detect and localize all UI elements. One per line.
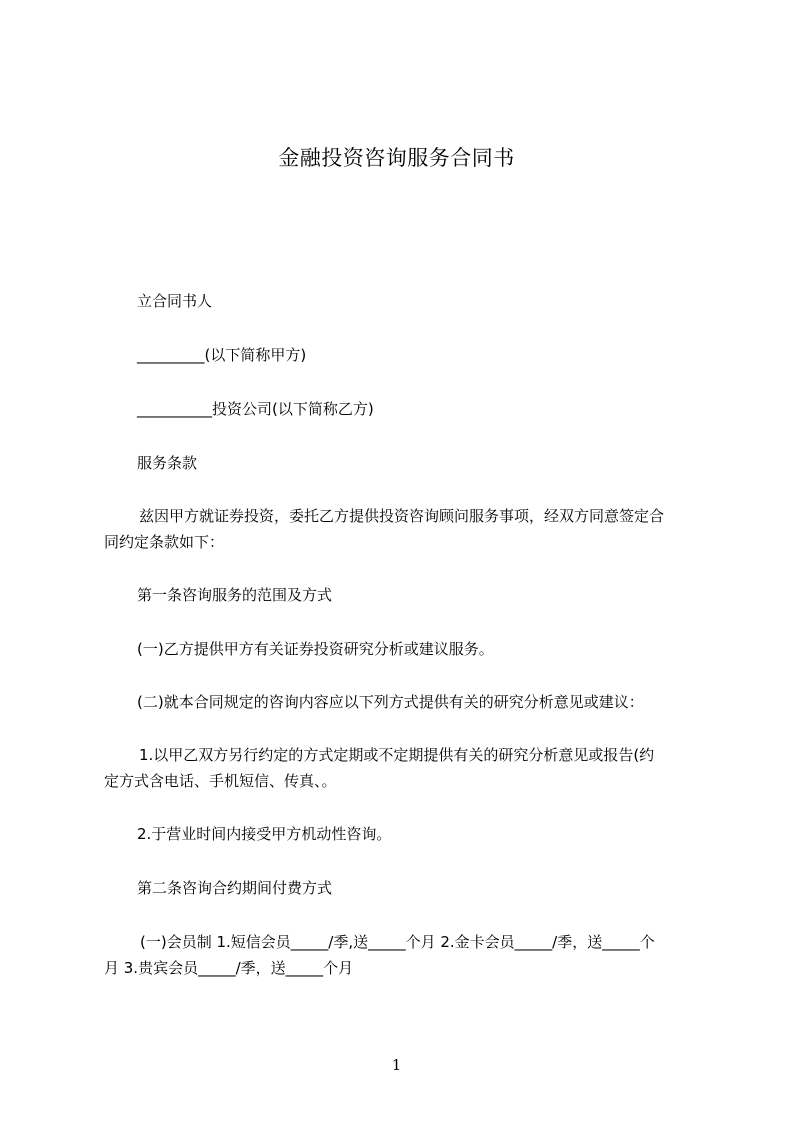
paragraph-line: __________投资公司(以下简称乙方): [137, 400, 374, 418]
paragraph-line: 立合同书人: [137, 292, 213, 310]
paragraph-line: 第一条咨询服务的范围及方式: [137, 586, 333, 604]
paragraph-line: 定方式含电话、手机短信、传真、。: [104, 772, 337, 790]
contract-title: 金融投资咨询服务合同书: [278, 146, 515, 170]
paragraph-line: 服务条款: [137, 454, 198, 472]
paragraph-line: 兹因甲方就证券投资，委托乙方提供投资咨询顾问服务事项，经双方同意签定合: [139, 507, 665, 525]
article-one-item-one: [137, 636, 737, 662]
article-two-heading: [137, 875, 737, 901]
article-one-subitem-two: [137, 821, 737, 847]
paragraph-service-terms-heading: [137, 450, 737, 476]
paragraph-line: 第二条咨询合约期间付费方式: [137, 879, 333, 897]
paragraph-party-b: [137, 396, 737, 422]
paragraph-line: 同约定条款如下：: [104, 533, 225, 551]
paragraph-line: 2.于营业时间内接受甲方机动性咨询。: [137, 825, 392, 843]
paragraph-line: 1.以甲乙双方另行约定的方式定期或不定期提供有关的研究分析意见或报告(约: [139, 746, 655, 764]
paragraph-line: (二)就本合同规定的咨询内容应以下列方式提供有关的研究分析意见或建议：: [137, 693, 644, 711]
article-one-item-two: [137, 689, 737, 715]
article-two-membership: [104, 929, 704, 981]
page-number: 1: [391, 1056, 402, 1074]
paragraph-party-a: [137, 342, 737, 368]
paragraph-line: 月 3.贵宾会员_____/季，送_____个月: [104, 959, 354, 977]
paragraph-line: _________(以下简称甲方): [137, 346, 307, 364]
article-one-subitem-one: [104, 742, 704, 794]
article-one-heading: [137, 582, 737, 608]
paragraph-parties-heading: [137, 288, 737, 314]
paragraph-line: (一)乙方提供甲方有关证券投资研究分析或建议服务。: [137, 640, 494, 658]
paragraph-preamble: [104, 503, 704, 555]
paragraph-line: (一)会员制 1.短信会员_____/季,送_____个月 2.金卡会员_____/季，送_____个: [140, 933, 655, 951]
